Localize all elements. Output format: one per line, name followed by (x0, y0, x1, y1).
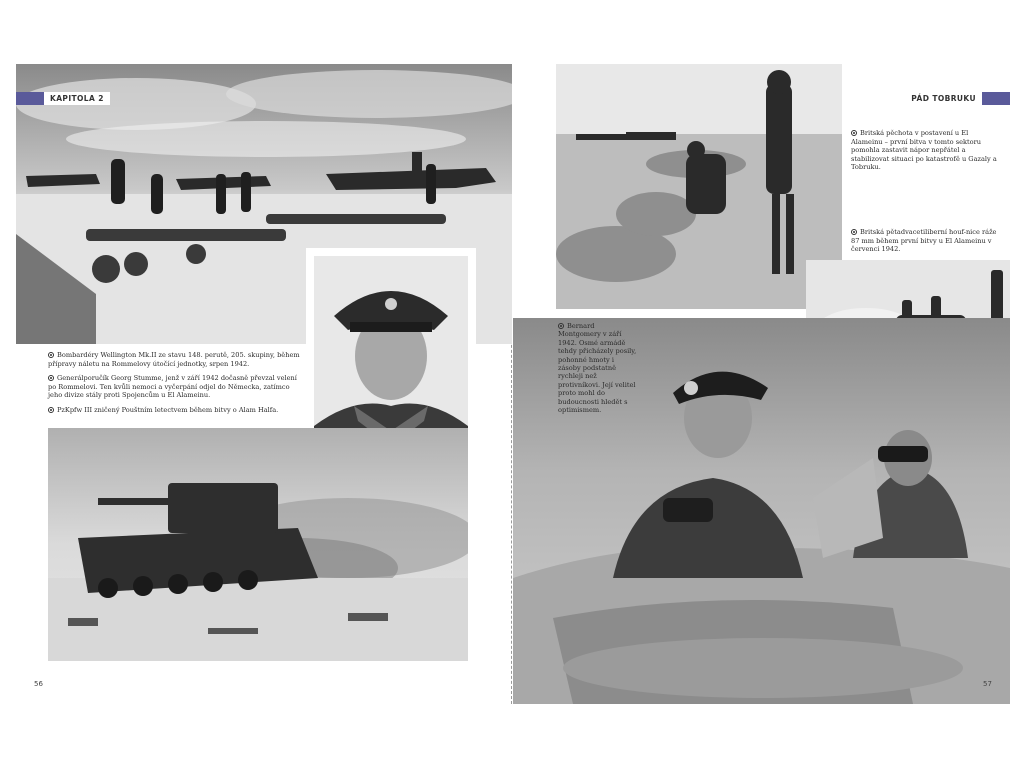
chapter-accent-bar (16, 92, 44, 105)
camera-bullet-icon (558, 323, 564, 329)
caption-montgomery (558, 322, 638, 420)
page-number-left: 56 (34, 680, 43, 688)
chapter-title-left: KAPITOLA 2 (44, 92, 110, 105)
camera-bullet-icon (48, 352, 54, 358)
page-number-right: 57 (983, 680, 992, 688)
caption-infantry-text: Britská pěchota v postavení u El Alameinu – první bitva v tomto sektoru pomohla zastavit nápor nepřátel a stabilizovat situaci po katastrofě u Gazaly a Tobruku. (851, 129, 997, 172)
chapter-title-right: PÁD TOBRUKU (911, 94, 976, 103)
caption-infantry (851, 129, 1001, 178)
infantry-photo-art (556, 64, 842, 309)
camera-bullet-icon (851, 130, 857, 136)
chapter-accent-bar (982, 92, 1010, 105)
photo-british-infantry (556, 64, 842, 309)
chapter-header-right (911, 92, 1010, 105)
caption-panzer: PzKpfw III zničený Pouštním letectvem během bitvy o Alam Halfa. (48, 406, 300, 415)
photo-destroyed-panzer (48, 428, 468, 661)
panzer-photo-art (48, 428, 468, 661)
camera-bullet-icon (851, 229, 857, 235)
caption-montgomery-text: Bernard Montgomery v září 1942. Osmé armádě tehdy přicházely posily, pohonné hmoty i zásoby podstatně rychleji než protivníkovi. Její velitel proto mohl do budoucnosti hledět s optimismem. (558, 322, 637, 415)
chapter-header-left (16, 92, 110, 105)
caption-stumme: Generálporučík Georg Stumme, jenž v září 1942 dočasně převzal velení po Rommelovi. Ten kvůli nemoci a vyčerpání odjel do Německa, zatímco jeho divize stály proti Spojencům u El Alameinu. (48, 374, 297, 400)
caption-howitzer (851, 228, 1001, 260)
caption-howitzer-text: Britská pětadvacetiliberní houf-nice ráže 87 mm během první bitvy u El Alameinu v červenci 1942. (851, 228, 997, 254)
left-captions (48, 351, 300, 421)
camera-bullet-icon (48, 407, 54, 413)
camera-bullet-icon (48, 375, 54, 381)
caption-bombers: Bombardéry Wellington Mk.II ze stavu 148. perutě, 205. skupiny, během přípravy náletu na Rommelovy útočící jednotky, srpen 1942. (48, 351, 300, 368)
